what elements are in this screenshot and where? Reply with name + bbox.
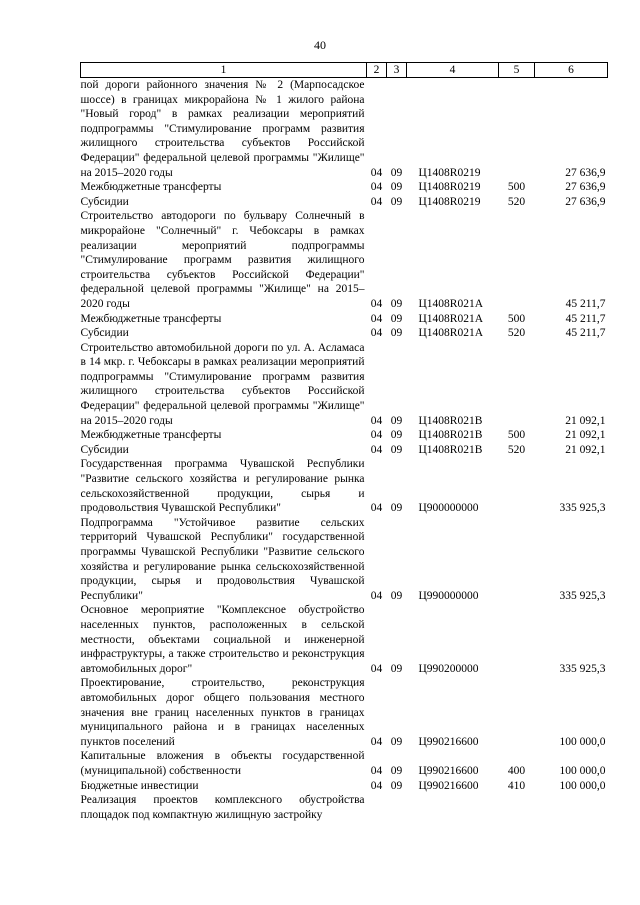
table-row: [81, 457, 608, 515]
section-code-cell: 04: [370, 327, 383, 340]
subsection-code-cell: 09: [390, 414, 403, 427]
subsection-code-cell: 09: [390, 589, 403, 602]
row-name-cell: Межбюджетные трансферты: [80, 312, 222, 325]
subsection-code-cell: 09: [390, 166, 403, 179]
row-name-cell: Строительство автомобильной дороги по ул. А. Асламаса в 14 мкр. г. Чебоксары в рамках реализации мероприятий подпрограммы "Стимулирование программ развития жилищного строительства субъектов Российской Федерации" федеральной целевой программы "Жилище" на 2015–2020 годы: [80, 341, 365, 427]
row-name-cell: Межбюджетные трансферты: [80, 429, 222, 442]
section-code-cell: 04: [370, 429, 383, 442]
table-row: [81, 516, 608, 604]
subsection-code-cell: 09: [390, 502, 403, 515]
table-row: [81, 749, 608, 778]
amount-cell: 45 211,7: [565, 297, 606, 310]
target-article-cell: Ц1408R021A: [418, 297, 484, 310]
row-name-cell: Проектирование, строительство, реконструкция автомобильных дорог общего пользования местного значения вне границ населенных пунктов в границах муниципального района и в границах населенных пунктов поселений: [80, 677, 365, 748]
subsection-code-cell: 09: [390, 195, 403, 208]
row-name-cell: Реализация проектов комплексного обустройства площадок под компактную жилищную застройку: [80, 794, 365, 821]
subsection-code-cell: 09: [390, 312, 403, 325]
page-number: 40: [314, 38, 326, 52]
amount-cell: 21 092,1: [565, 414, 606, 427]
amount-cell: 27 636,9: [565, 181, 606, 194]
table-row: [81, 78, 608, 181]
subsection-code-cell: 09: [390, 735, 403, 748]
row-name-cell: Межбюджетные трансферты: [80, 181, 222, 194]
amount-cell: 335 925,3: [559, 502, 606, 515]
subsection-code-cell: 09: [390, 181, 403, 194]
table-row: [81, 326, 608, 341]
table-row: [81, 180, 608, 195]
amount-cell: 100 000,0: [559, 779, 606, 792]
expense-type-cell: 520: [507, 195, 526, 208]
target-article-cell: Ц1408R021A: [418, 327, 484, 340]
target-article-cell: Ц990216600: [418, 764, 479, 777]
target-article-cell: Ц1408R021B: [418, 443, 483, 456]
table-row: [81, 676, 608, 749]
section-code-cell: 04: [370, 735, 383, 748]
expense-type-cell: 410: [507, 779, 526, 792]
expense-type-cell: 500: [507, 429, 526, 442]
table-row: [81, 209, 608, 311]
row-name-cell: Основное мероприятие "Комплексное обустройство населенных пунктов, расположенных в сельской местности, объектами социальной и инженерной инфраструктуры, а также строительство и реконструкция автомобильных дорог": [80, 604, 365, 675]
table-row: [81, 793, 608, 822]
row-name-cell: пой дороги районного значения № 2 (Марпосадское шоссе) в границах микрорайона № 1 жилого района "Новый город" в рамках реализации мероприятий подпрограммы "Стимулирование программ развития жилищного строительства субъектов Российской Федерации" федеральной целевой программы "Жилище" на 2015–2020 годы: [80, 79, 365, 179]
expense-type-cell: 500: [507, 181, 526, 194]
amount-cell: 100 000,0: [559, 764, 606, 777]
column-header-5: 5: [499, 63, 535, 78]
section-code-cell: 04: [370, 502, 383, 515]
expense-type-cell: 520: [507, 443, 526, 456]
amount-cell: 27 636,9: [565, 166, 606, 179]
target-article-cell: [407, 793, 499, 822]
table-row: [81, 428, 608, 443]
subsection-code-cell: 09: [390, 443, 403, 456]
subsection-code-cell: 09: [390, 429, 403, 442]
table-header-row: [81, 63, 608, 78]
row-name-cell: Подпрограмма "Устойчивое развитие сельских территорий Чувашской Республики" государственной программы Чувашской Республики "Развитие сельского хозяйства и регулирование рынка сельскохозяйственной продукции, сырья и продовольствия Чувашской Республики": [80, 516, 365, 602]
row-name-cell: Субсидии: [80, 195, 129, 208]
expense-type-cell: 500: [507, 312, 526, 325]
target-article-cell: Ц1408R0219: [418, 181, 481, 194]
expense-type-cell: [499, 457, 535, 515]
table-row: [81, 195, 608, 210]
column-header-4: 4: [407, 63, 499, 78]
target-article-cell: Ц900000000: [418, 502, 479, 515]
amount-cell: 45 211,7: [565, 327, 606, 340]
section-code-cell: 04: [370, 181, 383, 194]
amount-cell: 335 925,3: [559, 589, 606, 602]
subsection-code-cell: 09: [390, 297, 403, 310]
expense-type-cell: [499, 78, 535, 181]
row-name-cell: Субсидии: [80, 327, 129, 340]
subsection-code-cell: 09: [390, 764, 403, 777]
target-article-cell: Ц1408R021B: [418, 414, 483, 427]
amount-cell: 27 636,9: [565, 195, 606, 208]
table-row: [81, 443, 608, 458]
target-article-cell: Ц1408R0219: [418, 166, 481, 179]
subsection-code-cell: 09: [390, 662, 403, 675]
row-name-cell: Капитальные вложения в объекты государственной (муниципальной) собственности: [80, 750, 365, 777]
row-name-cell: Строительство автодороги по бульвару Солнечный в микрорайоне "Солнечный" г. Чебоксары в рамках реализации мероприятий подпрограммы "Стимулирование программ развития жилищного строительства субъектов Российской Федерации" федеральной целевой программы "Жилище" на 2015–2020 годы: [80, 210, 365, 310]
target-article-cell: Ц1408R0219: [418, 195, 481, 208]
expense-type-cell: [499, 603, 535, 676]
target-article-cell: Ц1408R021A: [418, 312, 484, 325]
expense-type-cell: [499, 516, 535, 604]
section-code-cell: 04: [370, 443, 383, 456]
amount-cell: 100 000,0: [559, 735, 606, 748]
expense-type-cell: [499, 209, 535, 311]
target-article-cell: Ц990200000: [418, 662, 479, 675]
section-code-cell: 04: [370, 166, 383, 179]
subsection-code-cell: 09: [390, 779, 403, 792]
subsection-code-cell: [387, 793, 407, 822]
section-code-cell: 04: [370, 195, 383, 208]
amount-cell: 335 925,3: [559, 662, 606, 675]
table-row: [81, 312, 608, 327]
section-code-cell: 04: [370, 779, 383, 792]
section-code-cell: 04: [370, 312, 383, 325]
column-header-6: 6: [535, 63, 608, 78]
target-article-cell: Ц1408R021B: [418, 429, 483, 442]
section-code-cell: 04: [370, 589, 383, 602]
target-article-cell: Ц990000000: [418, 589, 479, 602]
section-code-cell: [367, 793, 387, 822]
target-article-cell: Ц990216600: [418, 779, 479, 792]
expense-type-cell: [499, 676, 535, 749]
row-name-cell: Бюджетные инвестиции: [80, 779, 199, 792]
section-code-cell: 04: [370, 297, 383, 310]
amount-cell: 45 211,7: [565, 312, 606, 325]
table-row: [81, 779, 608, 794]
expense-type-cell: 520: [507, 327, 526, 340]
subsection-code-cell: 09: [390, 327, 403, 340]
column-header-2: 2: [367, 63, 387, 78]
row-name-cell: Субсидии: [80, 443, 129, 456]
section-code-cell: 04: [370, 414, 383, 427]
amount-cell: [535, 793, 608, 822]
amount-cell: 21 092,1: [565, 443, 606, 456]
row-name-cell: Государственная программа Чувашской Республики "Развитие сельского хозяйства и регулирование рынка сельскохозяйственной продукции, сырья и продовольствия Чувашской Республики": [80, 458, 365, 515]
expense-type-cell: [499, 341, 535, 429]
table-row: [81, 603, 608, 676]
section-code-cell: 04: [370, 662, 383, 675]
column-header-3: 3: [387, 63, 407, 78]
table-row: [81, 341, 608, 429]
section-code-cell: 04: [370, 764, 383, 777]
expense-type-cell: [499, 793, 535, 822]
column-header-1: 1: [81, 63, 367, 78]
amount-cell: 21 092,1: [565, 429, 606, 442]
target-article-cell: Ц990216600: [418, 735, 479, 748]
expense-type-cell: 400: [507, 764, 526, 777]
budget-table: [80, 62, 608, 822]
